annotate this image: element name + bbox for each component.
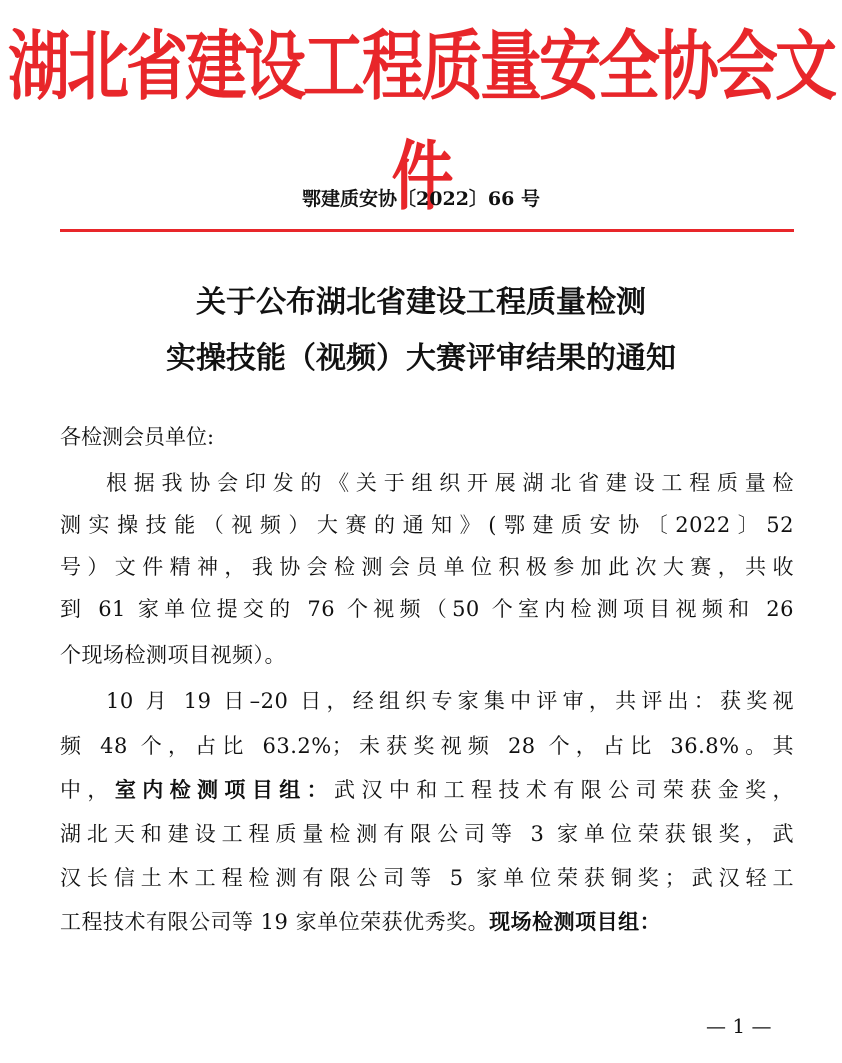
paragraph-2-line-5: 汉长信土木工程检测有限公司等 5 家单位荣获铜奖；武汉轻工 <box>60 866 794 890</box>
paragraph-2-line-1: 10 月 19 日–20 日，经组织专家集中评审，共评出：获奖视 <box>106 689 794 713</box>
red-divider-line <box>60 229 794 232</box>
page-number: — 1 — <box>706 1014 772 1038</box>
paragraph-2-line-3 <box>60 775 794 805</box>
paragraph-1-line-3: 号）文件精神，我协会检测会员单位积极参加此次大赛，共收 <box>60 555 794 579</box>
paragraph-2-line-2: 频 48 个，占比 63.2%；未获奖视频 28 个，占比 36.8%。其 <box>60 734 794 758</box>
onsite-group-label: 现场检测项目组： <box>489 909 662 934</box>
paragraph-1-line-5: 个现场检测项目视频）。 <box>60 643 286 667</box>
paragraph-1-line-4: 到 61 家单位提交的 76 个视频（50 个室内检测项目视频和 26 <box>60 597 794 621</box>
document-number: 鄂建质安协〔2022〕66 号 <box>302 188 540 210</box>
indoor-group-label: 室内检测项目组： <box>114 777 335 802</box>
paragraph-1-line-1: 根据我协会印发的《关于组织开展湖北省建设工程质量检 <box>106 471 794 495</box>
paragraph-2-line-3-pre: 中， <box>60 778 115 802</box>
paragraph-1-line-2: 测实操技能（视频）大赛的通知》(鄂建质安协〔2022〕52 <box>60 513 794 537</box>
salutation: 各检测会员单位: <box>60 425 215 449</box>
paragraph-2-line-4: 湖北天和建设工程质量检测有限公司等 3 家单位荣获银奖，武 <box>60 822 794 846</box>
paragraph-2-line-6 <box>60 907 661 937</box>
document-title-line-2: 实操技能（视频）大赛评审结果的通知 <box>166 341 676 376</box>
paragraph-2-line-6-pre: 工程技术有限公司等 19 家单位荣获优秀奖。 <box>60 910 490 934</box>
paragraph-2-line-3-post: 武汉中和工程技术有限公司荣获金奖， <box>334 778 795 802</box>
document-title-line-1: 关于公布湖北省建设工程质量检测 <box>196 285 646 320</box>
document-header-title: 湖北省建设工程质量安全协会文件 <box>7 21 834 221</box>
